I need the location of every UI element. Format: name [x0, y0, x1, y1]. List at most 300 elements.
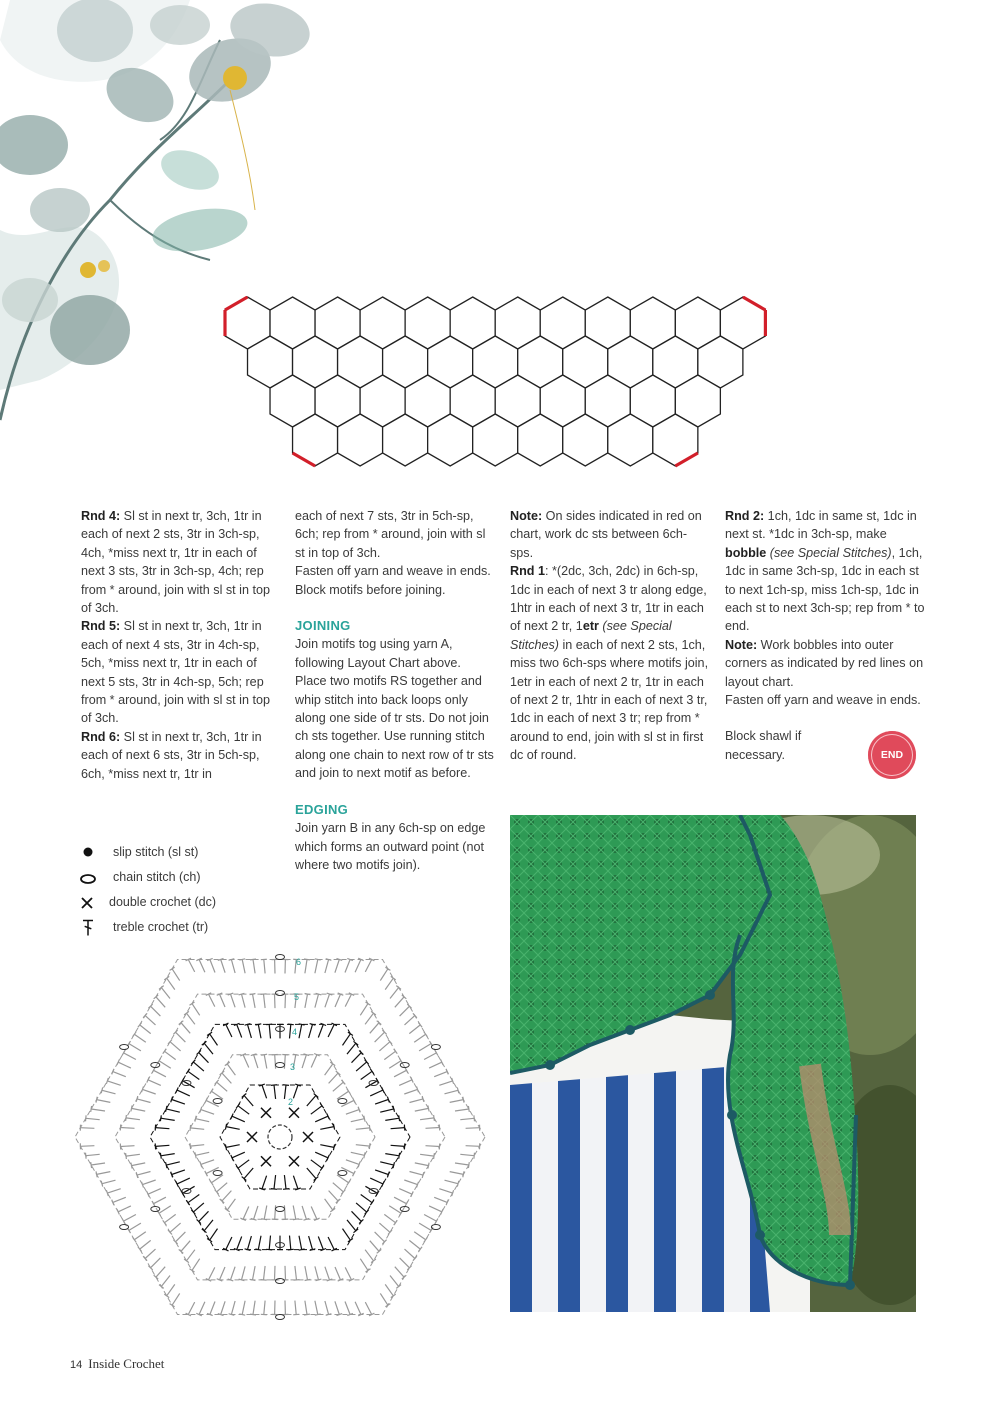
- treble-stitch-top: [229, 1314, 235, 1316]
- treble-stitch-mark: [201, 1110, 214, 1115]
- treble-stitch-top: [96, 1097, 97, 1103]
- treble-stitch-mark: [293, 1085, 298, 1098]
- treble-stitch-mark: [253, 1301, 255, 1315]
- motif-round-outline: [185, 1055, 375, 1220]
- treble-stitch-mark: [86, 1118, 100, 1119]
- treble-stitch-top: [207, 1032, 212, 1035]
- treble-stitch-mark: [187, 1013, 195, 1024]
- treble-stitch-mark: [290, 1236, 291, 1250]
- treble-stitch-top: [333, 1144, 334, 1150]
- end-badge: END: [868, 731, 916, 779]
- treble-stitch-mark: [275, 1266, 276, 1280]
- note-text: On sides indicated in red on chart, work dc sts between 6ch-sps.: [510, 509, 702, 560]
- chain-stitch-mark: [213, 1099, 222, 1104]
- fasten-off-text: Fasten off yarn and weave in ends.: [295, 564, 491, 579]
- treble-stitch-mark: [97, 1172, 111, 1175]
- treble-stitch-top: [347, 1180, 350, 1185]
- treble-stitch-top: [326, 959, 332, 961]
- rnd6-label: Rnd 6:: [81, 729, 121, 744]
- chain-stitch-mark: [213, 1171, 222, 1176]
- treble-stitch-mark: [414, 1232, 426, 1240]
- treble-stitch-mark: [86, 1154, 100, 1155]
- treble-stitch-mark: [347, 1220, 356, 1231]
- treble-stitch-mark: [346, 1160, 359, 1165]
- center-ring: [268, 1125, 292, 1149]
- treble-stitch-mark: [232, 1152, 245, 1158]
- treble-stitch-mark: [345, 1267, 351, 1280]
- treble-stitch-top: [393, 1106, 395, 1112]
- treble-stitch-top: [245, 1024, 251, 1026]
- treble-stitch-mark: [455, 1163, 469, 1165]
- double-crochet-mark: [303, 1132, 313, 1142]
- treble-stitch-mark: [325, 1267, 330, 1280]
- treble-stitch-top: [96, 1171, 97, 1177]
- round-number-label: 3: [290, 1062, 296, 1072]
- treble-stitch-top: [428, 1163, 429, 1169]
- treble-stitch-mark: [134, 1034, 146, 1042]
- treble-stitch-mark: [328, 1237, 334, 1250]
- treble-stitch-mark: [365, 1013, 373, 1024]
- treble-stitch-mark: [380, 1162, 394, 1165]
- treble-stitch-mark: [242, 1266, 246, 1280]
- treble-stitch-mark: [151, 1006, 161, 1016]
- treble-stitch-mark: [391, 1128, 405, 1129]
- chain-stitch-mark: [276, 991, 285, 996]
- treble-stitch-mark: [161, 1154, 175, 1156]
- treble-stitch-mark: [121, 1146, 135, 1147]
- treble-stitch-mark: [237, 1237, 242, 1250]
- treble-stitch-mark: [102, 1180, 116, 1184]
- treble-stitch-mark: [405, 1249, 415, 1258]
- treble-stitch-mark: [311, 1207, 317, 1220]
- treble-stitch-top: [283, 1189, 289, 1190]
- treble-stitch-mark: [355, 1302, 361, 1315]
- treble-stitch-mark: [315, 960, 318, 974]
- treble-stitch-mark: [356, 1145, 370, 1146]
- treble-stitch-top: [391, 976, 396, 980]
- treble-stitch-mark: [183, 1186, 195, 1193]
- joining-heading: JOINING: [295, 618, 351, 634]
- treble-stitch-mark: [161, 988, 170, 999]
- treble-stitch-mark: [325, 960, 329, 974]
- treble-stitch-mark: [176, 1032, 186, 1042]
- treble-stitch-mark: [210, 960, 215, 973]
- treble-stitch-top: [364, 1152, 365, 1158]
- treble-stitch-mark: [405, 1016, 415, 1025]
- treble-stitch-top: [316, 1279, 322, 1281]
- treble-stitch-mark: [361, 1071, 372, 1079]
- treble-stitch-mark: [329, 1191, 339, 1201]
- treble-stitch-top: [261, 1280, 267, 1281]
- treble-stitch-mark: [187, 1250, 195, 1261]
- treble-stitch-mark: [335, 960, 339, 973]
- treble-stitch-mark: [352, 1053, 362, 1063]
- treble-stitch-mark: [375, 1170, 388, 1175]
- treble-stitch-mark: [429, 1206, 442, 1212]
- magazine-title: Inside Crochet: [88, 1356, 165, 1371]
- key-label: slip stitch (sl st): [113, 845, 199, 859]
- treble-stitch-top: [170, 1304, 175, 1307]
- edging-heading: EDGING: [295, 801, 349, 817]
- treble-stitch-mark: [439, 1189, 452, 1193]
- treble-stitch-top: [239, 1279, 245, 1281]
- treble-stitch-mark: [415, 1163, 429, 1166]
- treble-stitch-top: [310, 1024, 316, 1026]
- treble-stitch-mark: [305, 960, 307, 974]
- treble-stitch-mark: [134, 1232, 146, 1240]
- treble-stitch-mark: [199, 1302, 205, 1315]
- treble-stitch-top: [126, 1153, 127, 1159]
- treble-stitch-mark: [284, 1085, 286, 1099]
- treble-stitch-mark: [253, 960, 255, 974]
- treble-stitch-mark: [347, 1043, 356, 1054]
- treble-stitch-mark: [156, 997, 165, 1008]
- treble-stitch-mark: [365, 1081, 377, 1088]
- treble-stitch-mark: [318, 1024, 323, 1037]
- edging-text: Join yarn B in any 6ch-sp on edge which forms an outward point (not where two motifs join).: [295, 821, 486, 872]
- page-number: 14: [70, 1359, 83, 1371]
- treble-stitch-mark: [154, 1070, 166, 1077]
- treble-stitch-mark: [333, 1082, 344, 1091]
- treble-stitch-top: [283, 1085, 289, 1086]
- treble-stitch-top: [474, 1153, 475, 1159]
- treble-stitch-mark: [217, 1183, 228, 1192]
- treble-stitch-top: [86, 1153, 87, 1159]
- chain-stitch-mark: [276, 1315, 285, 1320]
- treble-stitch-top: [315, 959, 321, 960]
- treble-stitch-mark: [172, 1293, 180, 1305]
- treble-stitch-top: [422, 1096, 424, 1102]
- treble-stitch-mark: [414, 1034, 426, 1042]
- motif-round-outline: [220, 1085, 340, 1189]
- treble-stitch-top: [424, 1237, 428, 1242]
- treble-stitch-mark: [394, 1197, 406, 1204]
- treble-stitch-mark: [167, 978, 175, 989]
- note2-text: Work bobbles into outer corners as indicated by red lines on layout chart.: [725, 637, 924, 689]
- double-crochet-mark: [289, 1156, 299, 1166]
- treble-stitch-mark: [305, 1301, 307, 1315]
- treble-stitch-mark: [305, 994, 308, 1008]
- chain-stitch-mark: [120, 1045, 129, 1050]
- treble-stitch-top: [131, 1163, 132, 1169]
- treble-stitch-mark: [345, 1302, 350, 1315]
- treble-stitch-mark: [126, 1118, 140, 1120]
- treble-stitch-mark: [192, 1259, 200, 1271]
- treble-stitch-mark: [460, 1118, 474, 1119]
- treble-stitch-mark: [132, 1108, 146, 1111]
- treble-stitch-top: [369, 1143, 370, 1149]
- treble-stitch-mark: [222, 1073, 232, 1083]
- rnd2-label: Rnd 2:: [725, 509, 765, 523]
- treble-stitch-mark: [221, 960, 225, 973]
- treble-stitch-mark: [196, 1119, 210, 1122]
- treble-stitch-top: [366, 1002, 371, 1005]
- treble-stitch-mark: [455, 1109, 469, 1111]
- chain-stitch-mark: [276, 1063, 285, 1068]
- rnd6-text: Sl st in next tr, 3ch, 1tr in each of next 6 sts, 3tr in 5ch-sp, 6ch, *miss next tr, 1tr in: [81, 729, 262, 781]
- round-number-label: 6: [296, 957, 302, 967]
- treble-stitch-mark: [356, 1128, 370, 1129]
- treble-stitch-top: [293, 1314, 299, 1315]
- round-number-label: 5: [294, 992, 300, 1002]
- treble-stitch-top: [164, 976, 169, 980]
- rnd2-text-b: , 1ch, 1dc in same 3ch-sp, 1dc in each st to next 1ch-sp, miss 1ch-sp, 1dc in each st to next 3ch-sp; rep from * to end.: [725, 545, 925, 634]
- instructions-column-1: [81, 507, 281, 783]
- treble-stitch-mark: [258, 1236, 261, 1250]
- treble-stitch-mark: [170, 1223, 181, 1232]
- treble-stitch-mark: [320, 1127, 334, 1130]
- chain-stitch-mark: [151, 1063, 160, 1068]
- treble-stitch-mark: [148, 1189, 161, 1195]
- treble-stitch-mark: [226, 1237, 232, 1250]
- treble-stitch-mark: [159, 1206, 171, 1214]
- key-row: [78, 893, 278, 918]
- treble-stitch-mark: [409, 1025, 420, 1034]
- treble-stitch-mark: [97, 1100, 111, 1103]
- treble-stitch-mark: [237, 1024, 242, 1037]
- treble-stitch-top: [370, 1200, 374, 1205]
- note-label: Note:: [510, 509, 543, 523]
- treble-stitch-mark: [460, 1154, 474, 1155]
- treble-stitch-mark: [345, 994, 351, 1007]
- chain-stitch-mark: [338, 1171, 347, 1176]
- treble-stitch-mark: [188, 960, 194, 972]
- treble-stitch-mark: [145, 1016, 155, 1025]
- treble-stitch-mark: [242, 994, 246, 1008]
- treble-stitch-mark: [325, 1064, 333, 1075]
- treble-stitch-mark: [242, 1301, 245, 1315]
- treble-stitch-mark: [201, 1160, 214, 1165]
- treble-stitch-mark: [365, 1302, 371, 1314]
- treble-stitch-mark: [231, 960, 235, 974]
- treble-stitch-top: [186, 1200, 190, 1205]
- treble-stitch-top: [261, 1314, 267, 1315]
- treble-stitch-mark: [426, 1146, 440, 1147]
- cross-icon: [78, 893, 98, 913]
- slip-stitch-dot-icon: [78, 843, 98, 863]
- treble-stitch-mark: [380, 1293, 388, 1305]
- treble-stitch-top: [239, 1314, 245, 1315]
- treble-stitch-mark: [307, 1168, 316, 1179]
- motif-round-outline: [75, 960, 485, 1315]
- treble-stitch-top: [463, 1171, 464, 1177]
- treble-stitch-mark: [420, 1118, 434, 1120]
- treble-stitch-mark: [290, 1024, 291, 1038]
- treble-stitch-top: [370, 1069, 374, 1074]
- treble-stitch-top: [101, 1181, 103, 1187]
- treble-stitch-mark: [80, 1128, 94, 1129]
- treble-stitch-mark: [307, 1095, 316, 1106]
- treble-stitch-mark: [389, 1061, 401, 1069]
- treble-stitch-mark: [434, 1072, 447, 1077]
- treble-stitch-mark: [337, 1175, 349, 1183]
- treble-stitch-top: [366, 1269, 371, 1272]
- treble-stitch-top: [348, 1032, 353, 1035]
- treble-stitch-mark: [351, 1119, 365, 1122]
- treble-stitch-mark: [188, 1302, 194, 1314]
- treble-stitch-mark: [302, 1206, 306, 1219]
- treble-stitch-mark: [355, 960, 361, 973]
- treble-stitch-mark: [384, 1051, 395, 1059]
- treble-stitch-mark: [231, 1301, 235, 1315]
- treble-stitch-mark: [227, 1064, 235, 1075]
- treble-stitch-top: [330, 1208, 335, 1212]
- treble-stitch-mark: [254, 1055, 258, 1068]
- treble-stitch-mark: [172, 1170, 185, 1175]
- treble-stitch-mark: [126, 1154, 140, 1156]
- treble-stitch-mark: [365, 1186, 377, 1193]
- treble-stitch-mark: [204, 1043, 213, 1054]
- treble-stitch-mark: [154, 1197, 166, 1204]
- treble-stitch-mark: [299, 1236, 302, 1250]
- treble-stitch-mark: [199, 1211, 209, 1221]
- treble-stitch-mark: [426, 1128, 440, 1129]
- treble-stitch-mark: [445, 1090, 459, 1094]
- treble-stitch-top: [348, 1239, 353, 1242]
- treble-stitch-mark: [199, 1053, 209, 1063]
- treble-stitch-mark: [389, 1206, 401, 1214]
- treble-stitch-mark: [170, 1042, 181, 1051]
- treble-stitch-mark: [315, 1301, 318, 1315]
- treble-stitch-top: [369, 1125, 370, 1131]
- treble-stitch-mark: [226, 1024, 232, 1037]
- treble-stitch-mark: [210, 1229, 218, 1241]
- treble-stitch-mark: [156, 1267, 165, 1278]
- treble-stitch-top: [160, 1115, 161, 1121]
- treble-stitch-mark: [385, 1154, 399, 1156]
- treble-stitch-mark: [172, 969, 180, 981]
- treble-stitch-mark: [124, 1215, 136, 1222]
- treble-stitch-top: [399, 1153, 400, 1159]
- treble-stitch-mark: [209, 1267, 215, 1280]
- treble-stitch-mark: [137, 1099, 151, 1103]
- treble-stitch-top: [229, 959, 235, 961]
- treble-stitch-mark: [209, 994, 215, 1007]
- bobble-label: bobble: [725, 545, 767, 560]
- treble-stitch-mark: [325, 994, 330, 1007]
- chain-stitch-mark: [151, 1207, 160, 1212]
- treble-stitch-mark: [434, 1197, 447, 1202]
- treble-stitch-top: [424, 1032, 428, 1037]
- treble-stitch-mark: [190, 1145, 204, 1146]
- treble-stitch-mark: [385, 978, 393, 989]
- treble-stitch-mark: [243, 1207, 249, 1220]
- treble-stitch-mark: [183, 1081, 195, 1088]
- treble-stitch-top: [239, 993, 245, 995]
- treble-stitch-mark: [244, 1095, 253, 1106]
- treble-stitch-mark: [299, 1024, 302, 1038]
- fasten-off-text-2: Fasten off yarn and weave in ends.: [725, 693, 921, 708]
- round-number-label: 4: [292, 1027, 298, 1037]
- treble-stitch-mark: [375, 1100, 388, 1105]
- treble-stitch-mark: [390, 1276, 399, 1287]
- treble-stitch-mark: [315, 1116, 328, 1122]
- treble-stitch-mark: [151, 1258, 161, 1268]
- treble-stitch-mark: [309, 1236, 313, 1250]
- chain-stitch-mark: [431, 1045, 440, 1050]
- treble-stitch-mark: [419, 1223, 431, 1230]
- treble-stitch-top: [288, 1249, 294, 1250]
- treble-stitch-mark: [335, 1267, 341, 1280]
- key-row: [78, 918, 278, 943]
- treble-stitch-top: [288, 1024, 294, 1025]
- treble-stitch-mark: [360, 1004, 368, 1016]
- treble-stitch-mark: [166, 1162, 180, 1165]
- treble-stitch-top: [330, 1062, 335, 1066]
- treble-stitch-top: [393, 1162, 395, 1168]
- layout-chart: [222, 296, 772, 478]
- treble-stitch-top: [190, 1143, 191, 1149]
- block-motifs-text: Block motifs before joining.: [295, 582, 446, 597]
- treble-stitch-mark: [365, 1250, 373, 1261]
- treble-stitch-top: [133, 1032, 137, 1037]
- treble-stitch-mark: [274, 1085, 276, 1099]
- treble-stitch-mark: [351, 1152, 365, 1155]
- treble-stitch-mark: [269, 1236, 270, 1250]
- treble-stitch-mark: [395, 1267, 404, 1278]
- treble-stitch-top: [468, 1162, 469, 1168]
- treble-stitch-top: [385, 1304, 390, 1307]
- treble-stitch-mark: [424, 1215, 436, 1222]
- treble-stitch-mark: [181, 1241, 190, 1252]
- treble-stitch-mark: [264, 994, 266, 1008]
- chain-stitch-mark: [400, 1063, 409, 1068]
- double-crochet-mark: [289, 1108, 299, 1118]
- treble-stitch-top: [101, 1087, 103, 1093]
- treble-stitch-mark: [380, 1109, 394, 1112]
- chain-stitch-mark: [120, 1225, 129, 1230]
- treble-stitch-mark: [328, 1024, 334, 1037]
- treble-stitch-mark: [409, 1240, 420, 1249]
- treble-stitch-mark: [210, 1302, 215, 1315]
- treble-stitch-mark: [143, 1089, 156, 1094]
- treble-stitch-top: [133, 1237, 137, 1242]
- chain-stitch-mark: [276, 955, 285, 960]
- treble-stitch-mark: [315, 1266, 319, 1280]
- treble-stitch-mark: [439, 1081, 452, 1085]
- treble-stitch-top: [457, 1087, 459, 1093]
- rnd4-label: Rnd 4:: [81, 509, 121, 523]
- treble-stitch-mark: [379, 1042, 390, 1051]
- chain-oval-icon: [78, 868, 98, 888]
- treble-stitch-mark: [220, 1267, 226, 1280]
- treble-stitch-mark: [379, 1223, 390, 1232]
- double-crochet-mark: [247, 1132, 257, 1142]
- treble-stitch-mark: [395, 997, 404, 1008]
- treble-stitch-mark: [217, 1082, 228, 1091]
- treble-stitch-mark: [450, 1100, 464, 1103]
- rnd1-text-b: in each of next 2 sts, 1ch, miss two 6ch-sps where motifs join, 1etr in each of next 2 tr, 1tr in each of next 2 tr, 1htr in each of next 3 tr, 1dc in each of next 3 tr; rep from * around to end, join with sl st in first dc of round.: [510, 637, 709, 763]
- treble-stitch-mark: [375, 1032, 385, 1042]
- treble-stitch-mark: [361, 1195, 372, 1203]
- treble-stitch-mark: [329, 1073, 339, 1083]
- treble-stitch-mark: [129, 1223, 141, 1230]
- treble-stitch-mark: [210, 1034, 218, 1046]
- treble-stitch-mark: [192, 1004, 200, 1016]
- stitch-key: [78, 843, 278, 943]
- treble-stitch-mark: [148, 1080, 161, 1086]
- treble-stitch-mark: [315, 994, 319, 1008]
- treble-icon: [78, 918, 98, 938]
- treble-stitch-mark: [318, 1237, 323, 1250]
- treble-stitch-mark: [385, 1118, 399, 1120]
- treble-stitch-mark: [380, 969, 388, 981]
- treble-stitch-top: [364, 1116, 365, 1122]
- treble-stitch-mark: [227, 1199, 235, 1210]
- treble-stitch-top: [195, 1116, 196, 1122]
- treble-stitch-mark: [274, 1175, 276, 1189]
- treble-stitch-mark: [199, 960, 205, 973]
